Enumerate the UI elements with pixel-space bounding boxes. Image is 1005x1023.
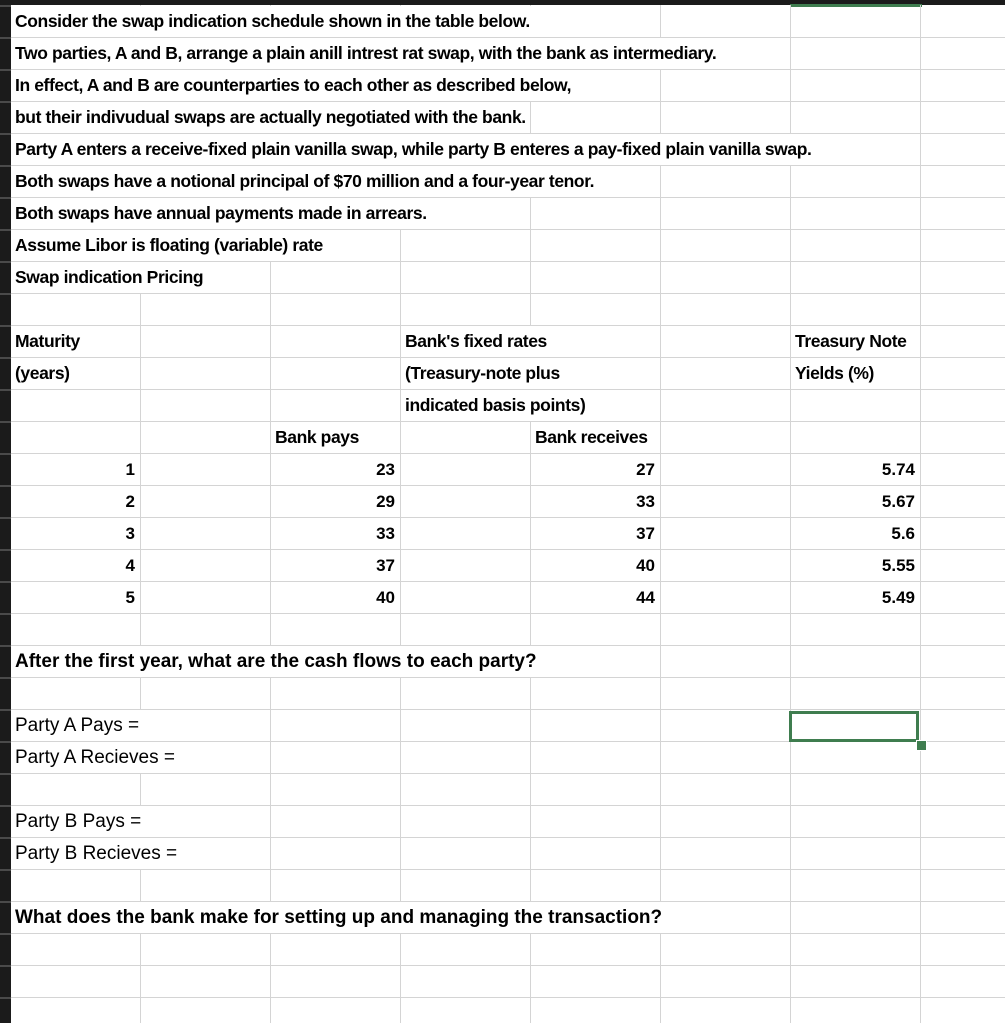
- treasury-yield-cell[interactable]: 5.49: [881, 588, 915, 607]
- maturity-cell[interactable]: 5: [125, 588, 135, 607]
- intro-line-1[interactable]: Consider the swap indication schedule shown in the table below.: [15, 6, 534, 37]
- treasury-yield-cell[interactable]: 5.67: [881, 492, 915, 511]
- bank-receives-cell[interactable]: 37: [636, 524, 655, 543]
- treasury-yield-cell[interactable]: 5.74: [881, 460, 915, 479]
- bank-fixed-rates-subheader[interactable]: (Treasury-note plus: [405, 358, 564, 389]
- intro-line-2[interactable]: Two parties, A and B, arrange a plain anill intrest rat swap, with the bank as intermediary.: [15, 38, 720, 69]
- active-cell-selection[interactable]: [789, 711, 919, 742]
- question-bank-profit[interactable]: What does the bank make for setting up and managing the transaction?: [15, 902, 666, 933]
- intro-line-8[interactable]: Assume Libor is floating (variable) rate: [15, 230, 327, 261]
- treasury-yield-cell[interactable]: 5.55: [881, 556, 915, 575]
- intro-line-7[interactable]: Both swaps have annual payments made in arrears.: [15, 198, 431, 229]
- party-a-pays-label[interactable]: Party A Pays =: [15, 710, 143, 741]
- bank-pays-cell[interactable]: 40: [376, 588, 395, 607]
- intro-line-6[interactable]: Both swaps have a notional principal of $70 million and a four-year tenor.: [15, 166, 598, 197]
- maturity-years-header[interactable]: (years): [15, 363, 70, 383]
- bank-fixed-rates-header[interactable]: Bank's fixed rates: [405, 326, 551, 357]
- bank-pays-cell[interactable]: 29: [376, 492, 395, 511]
- maturity-cell[interactable]: 3: [125, 524, 135, 543]
- bank-receives-cell[interactable]: 40: [636, 556, 655, 575]
- maturity-header[interactable]: Maturity: [15, 331, 80, 351]
- treasury-yields-header[interactable]: Yields (%): [795, 358, 878, 389]
- bank-pays-cell[interactable]: 33: [376, 524, 395, 543]
- maturity-cell[interactable]: 4: [125, 556, 135, 575]
- intro-line-9[interactable]: Swap indication Pricing: [15, 262, 207, 293]
- bank-receives-header[interactable]: Bank receives: [535, 422, 652, 453]
- bank-pays-cell[interactable]: 37: [376, 556, 395, 575]
- bank-receives-cell[interactable]: 33: [636, 492, 655, 511]
- bank-pays-header[interactable]: Bank pays: [275, 422, 363, 453]
- treasury-note-header[interactable]: Treasury Note: [795, 326, 911, 357]
- intro-line-4[interactable]: but their indivudual swaps are actually negotiated with the bank.: [15, 102, 530, 133]
- bank-fixed-rates-subheader-2[interactable]: indicated basis points): [405, 390, 589, 421]
- party-b-pays-label[interactable]: Party B Pays =: [15, 806, 145, 837]
- question-cash-flows[interactable]: After the first year, what are the cash flows to each party?: [15, 646, 541, 677]
- selected-column-indicator: [790, 4, 922, 7]
- row-header-strip: [0, 0, 11, 1023]
- party-a-receives-label[interactable]: Party A Recieves =: [15, 742, 179, 773]
- bank-receives-cell[interactable]: 44: [636, 588, 655, 607]
- maturity-cell[interactable]: 1: [125, 460, 135, 479]
- maturity-cell[interactable]: 2: [125, 492, 135, 511]
- intro-line-3[interactable]: In effect, A and B are counterparties to each other as described below,: [15, 70, 575, 101]
- intro-line-5[interactable]: Party A enters a receive-fixed plain vanilla swap, while party B enteres a pay-fixed plain vanilla swap.: [15, 134, 815, 165]
- bank-pays-cell[interactable]: 23: [376, 460, 395, 479]
- party-b-receives-label[interactable]: Party B Recieves =: [15, 838, 181, 869]
- treasury-yield-cell[interactable]: 5.6: [891, 524, 915, 543]
- bank-receives-cell[interactable]: 27: [636, 460, 655, 479]
- fill-handle[interactable]: [916, 740, 927, 751]
